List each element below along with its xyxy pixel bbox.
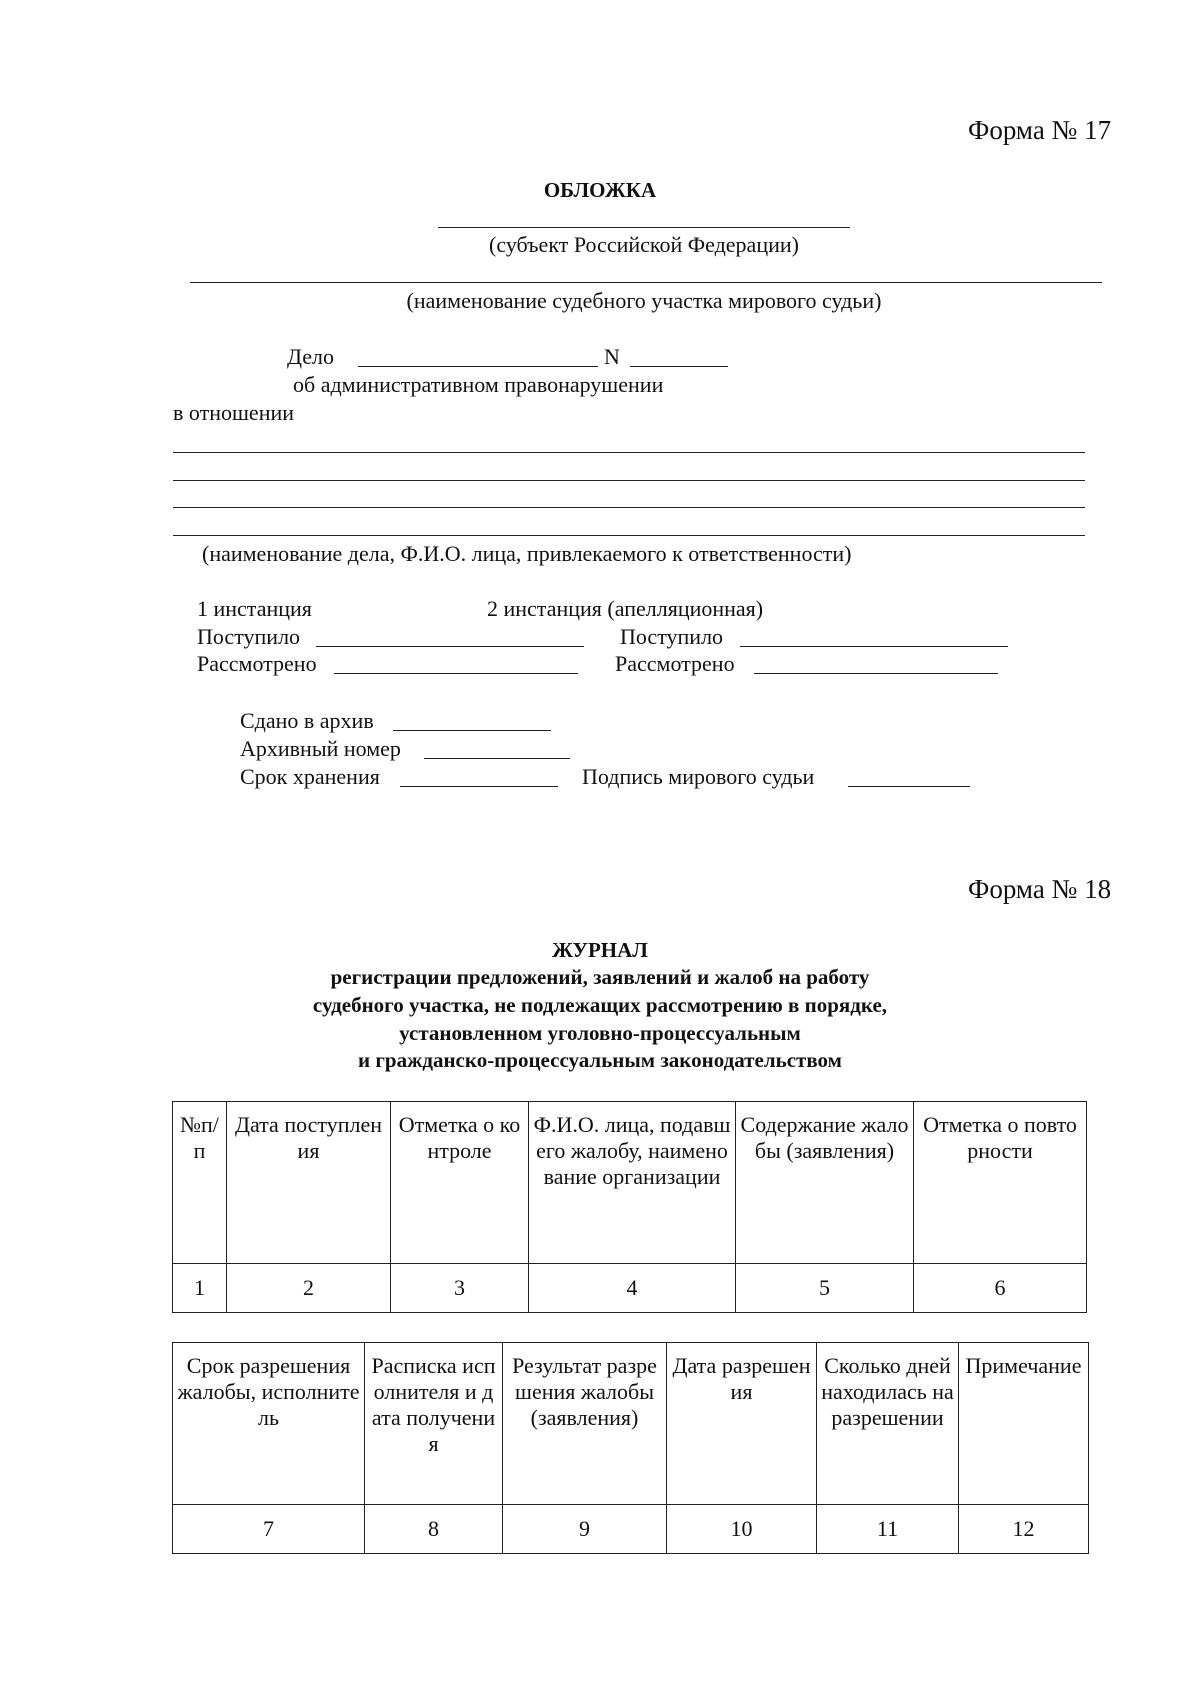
journal-title-line-3: судебного участка, не подлежащих рассмотрению в порядке, <box>312 993 888 1017</box>
t2-col-number: 10 <box>667 1505 817 1554</box>
archive-submitted-label: Сдано в архив <box>240 708 374 733</box>
t1-col-number: 1 <box>173 1264 227 1313</box>
journal-table-2 <box>172 1342 1089 1554</box>
instance1-received-label: Поступило <box>197 624 301 649</box>
case-label: Дело <box>287 344 335 369</box>
case-name-caption: (наименование дела, Ф.И.О. лица, привлекаемого к ответственности) <box>202 541 852 566</box>
form-17-number: Форма № 17 <box>968 115 1112 145</box>
instance1-title: 1 инстанция <box>197 596 312 621</box>
t2-header-resolution-date: Дата разрешения <box>667 1343 817 1505</box>
subject-caption: (субъект Российской Федерации) <box>489 232 799 257</box>
t1-col-number: 6 <box>914 1264 1087 1313</box>
instance2-received-blank[interactable] <box>740 646 1008 647</box>
judge-signature-label: Подпись мирового судьи <box>582 764 815 789</box>
t1-col-number: 3 <box>391 1264 529 1313</box>
case-name-blank[interactable] <box>358 366 598 367</box>
archive-number-label: Архивный номер <box>240 736 401 761</box>
t1-header-complainant: Ф.И.О. лица, подавшего жалобу, наименование организации <box>529 1102 736 1264</box>
instance1-received-blank[interactable] <box>316 646 584 647</box>
t2-col-number: 9 <box>503 1505 667 1554</box>
retention-blank[interactable] <box>400 786 558 787</box>
t2-col-number: 12 <box>959 1505 1089 1554</box>
retention-label: Срок хранения <box>240 764 380 789</box>
case-detail-line-1[interactable] <box>173 452 1085 453</box>
instance2-reviewed-label: Рассмотрено <box>615 651 735 676</box>
judge-signature-blank[interactable] <box>848 786 970 787</box>
subject-blank-line[interactable] <box>438 227 850 228</box>
t1-header-num: №п/п <box>173 1102 227 1264</box>
case-type: об административном правонарушении <box>293 372 664 397</box>
case-detail-line-2[interactable] <box>173 480 1085 481</box>
instance1-reviewed-blank[interactable] <box>334 673 578 674</box>
journal-table-1 <box>172 1101 1087 1313</box>
instance2-received-label: Поступило <box>620 624 724 649</box>
t2-header-days: Сколько дней находилась на разрешении <box>817 1343 959 1505</box>
journal-title-line-1: ЖУРНАЛ <box>552 938 648 962</box>
form-18-number: Форма № 18 <box>968 874 1112 904</box>
t2-header-note: Примечание <box>959 1343 1089 1505</box>
form-17-title: ОБЛОЖКА <box>543 178 657 202</box>
case-number-blank[interactable] <box>630 366 728 367</box>
instance2-reviewed-blank[interactable] <box>754 673 998 674</box>
t2-col-number: 7 <box>173 1505 365 1554</box>
t2-header-result: Результат разрешения жалобы (заявления) <box>503 1343 667 1505</box>
t2-col-number: 11 <box>817 1505 959 1554</box>
t1-col-number: 2 <box>227 1264 391 1313</box>
t2-header-deadline: Срок разрешения жалобы, исполнитель <box>173 1343 365 1505</box>
instance1-reviewed-label: Рассмотрено <box>197 651 317 676</box>
journal-title-line-2: регистрации предложений, заявлений и жалоб на работу <box>330 965 870 989</box>
regarding-label: в отношении <box>173 400 295 425</box>
archive-submitted-blank[interactable] <box>393 730 551 731</box>
t2-header-receipt: Расписка исполнителя и дата получения <box>365 1343 503 1505</box>
journal-title-line-4: установленном уголовно-процессуальным <box>399 1021 801 1045</box>
t1-header-repeat-mark: Отметка о повторности <box>914 1102 1087 1264</box>
court-caption: (наименование судебного участка мирового судьи) <box>406 288 882 313</box>
archive-number-blank[interactable] <box>424 758 570 759</box>
case-detail-line-4[interactable] <box>173 535 1085 536</box>
case-detail-line-3[interactable] <box>173 507 1085 508</box>
case-number-label: N <box>604 344 620 369</box>
instance2-title: 2 инстанция (апелляционная) <box>487 596 764 621</box>
journal-title-line-5: и гражданско-процессуальным законодательством <box>358 1048 842 1072</box>
court-blank-line[interactable] <box>190 282 1102 283</box>
t1-col-number: 5 <box>736 1264 914 1313</box>
t1-col-number: 4 <box>529 1264 736 1313</box>
t1-header-content: Содержание жалобы (заявления) <box>736 1102 914 1264</box>
t1-header-control-mark: Отметка о контроле <box>391 1102 529 1264</box>
t2-col-number: 8 <box>365 1505 503 1554</box>
t1-header-date-received: Дата поступления <box>227 1102 391 1264</box>
